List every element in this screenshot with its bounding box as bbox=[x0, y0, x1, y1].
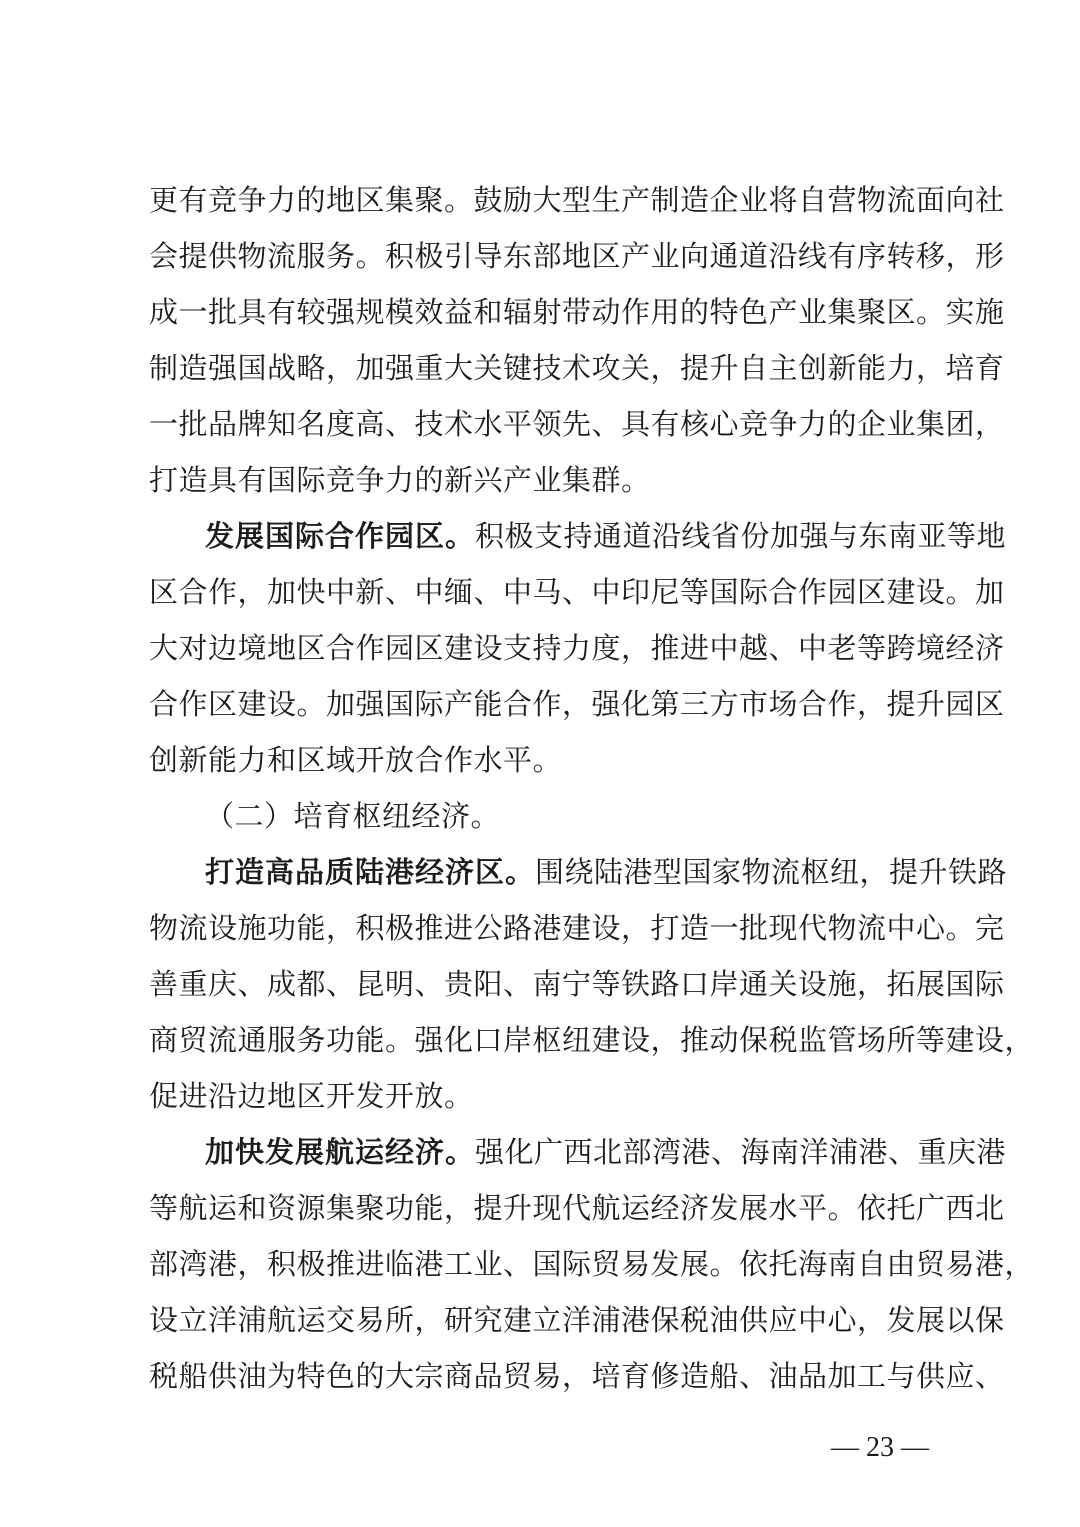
paragraph-text: 积极支持通道沿线省份加强与东南亚等地 bbox=[475, 519, 1007, 553]
section-heading: （二）培育枢纽经济。 bbox=[205, 799, 501, 833]
text-line: 物流设施功能，积极推进公路港建设，打造一批现代物流中心。完 bbox=[149, 911, 1005, 945]
text-line: 打造具有国际竞争力的新兴产业集群。 bbox=[149, 463, 651, 497]
page-number: — 23 — bbox=[831, 1432, 929, 1463]
paragraph-first-line bbox=[205, 1132, 1007, 1172]
paragraph-first-line bbox=[205, 516, 1007, 556]
text-line: 会提供物流服务。积极引导东部地区产业向通道沿线有序转移，形 bbox=[149, 239, 1005, 273]
text-line: 等航运和资源集聚功能，提升现代航运经济发展水平。依托广西北 bbox=[149, 1191, 1005, 1225]
text-line: 部湾港，积极推进临港工业、国际贸易发展。依托海南自由贸易港， bbox=[149, 1247, 1035, 1281]
text-line: 成一批具有较强规模效益和辐射带动作用的特色产业集聚区。实施 bbox=[149, 295, 1005, 329]
text-line: 商贸流通服务功能。强化口岸枢纽建设，推动保税监管场所等建设， bbox=[149, 1023, 1035, 1057]
text-line: 一批品牌知名度高、技术水平领先、具有核心竞争力的企业集团， bbox=[149, 407, 1005, 441]
text-line: 合作区建设。加强国际产能合作，强化第三方市场合作，提升园区 bbox=[149, 687, 1005, 721]
text-line: 善重庆、成都、昆明、贵阳、南宁等铁路口岸通关设施，拓展国际 bbox=[149, 967, 1005, 1001]
paragraph-first-line bbox=[205, 852, 1008, 892]
text-line: 制造强国战略，加强重大关键技术攻关，提升自主创新能力，培育 bbox=[149, 351, 1005, 385]
paragraph-heading: 加快发展航运经济。 bbox=[205, 1135, 476, 1169]
text-line: 大对边境地区合作园区建设支持力度，推进中越、中老等跨境经济 bbox=[149, 631, 1005, 665]
paragraph-text: 围绕陆港型国家物流枢纽，提升铁路 bbox=[535, 855, 1008, 889]
text-line: 设立洋浦航运交易所，研究建立洋浦港保税油供应中心，发展以保 bbox=[149, 1303, 1005, 1337]
text-line: 促进沿边地区开发开放。 bbox=[149, 1079, 474, 1113]
text-line: 更有竞争力的地区集聚。鼓励大型生产制造企业将自营物流面向社 bbox=[149, 183, 1005, 217]
paragraph-heading: 发展国际合作园区。 bbox=[205, 519, 476, 553]
text-line: 区合作，加快中新、中缅、中马、中印尼等国际合作园区建设。加 bbox=[149, 575, 1005, 609]
paragraph-text: 强化广西北部湾港、海南洋浦港、重庆港 bbox=[475, 1135, 1007, 1169]
paragraph-heading: 打造高品质陆港经济区。 bbox=[205, 855, 536, 889]
text-line: 创新能力和区域开放合作水平。 bbox=[149, 743, 563, 777]
text-line: 税船供油为特色的大宗商品贸易，培育修造船、油品加工与供应、 bbox=[149, 1359, 1005, 1393]
